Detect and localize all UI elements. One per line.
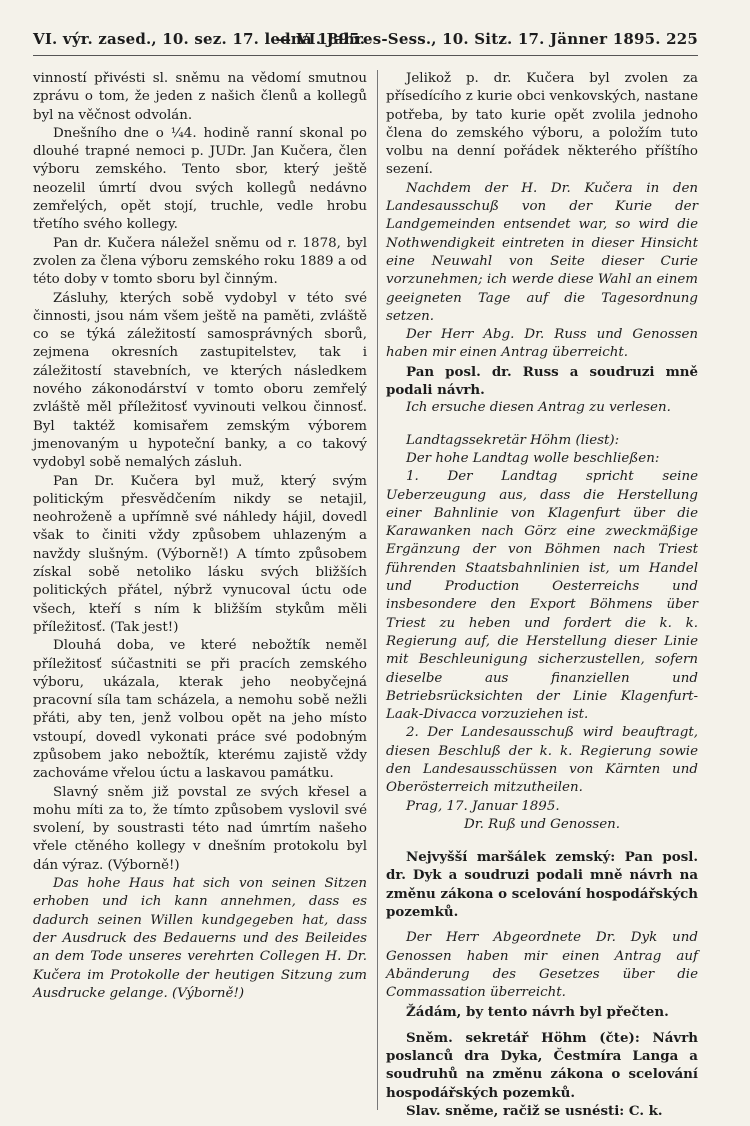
paragraph-german: Der Herr Abg. Dr. Russ und Genossen haben mir einen Antrag überreicht. [386, 327, 698, 361]
paragraph-german: Das hohe Haus hat sich von seinen Sitzen erhoben und ich kann annehmen, dass es dadurch seinen Willen kundgegeben hat, dass der Ausdruck des Bedauerns und des Beileides an dem Tode unseres verehrten Collegen H. Dr. Kučera im Protokolle der heutigen Sitzung zum Ausdrucke gelange. (Výborně!) [33, 876, 367, 1001]
signature-line: Dr. Ruß und Genossen. [463, 816, 621, 832]
motion-point-2: 2. Der Landesausschuß wird beauftragt, diesen Beschluß der k. k. Regierung sowie den Landesausschüssen von Kärnten und Oberösterreich mitzutheilen. [386, 725, 698, 796]
date-line: Prag, 17. Januar 1895. [406, 798, 560, 814]
paragraph: Pan Dr. Kučera byl muž, který svým politickým přesvědčením nikdy se netajil, neohroženě a upřímně své náhledy hájil, dovedl však to činiti vždy způsobem uhlazeným a navždy slušným. (Výborně!) A tímto způsobem získal sobě netoliko lásku svých bližších politických přátel, nýbrž vynucoval úctu ode všech, kteří s ním k bližším stykům měli příležitosť. (Tak jest!) [33, 473, 367, 635]
spacer [386, 921, 698, 929]
paragraph: Zásluhy, kterých sobě vydobyl v této své činnosti, jsou nám všem ještě na paměti, zvláště co se týká záležitostí samosprávných sborů, zejmena okresních zastupitelstev, tak i záležitostí stavebních, ve kterých následkem nového zákonodárství v tomto oboru zemřelý zvláště měl příležitosť vyvinouti velkou činnosť. Byl taktéž komisařem zemským výborem jmenovaným u hypoteční banky, a co takový vydobyl sobě nemalých zásluh. [33, 290, 367, 471]
paragraph: Dnešního dne o ¼4. hodině ranní skonal po dlouhé trapné nemoci p. JUDr. Jan Kučera, člen výboru zemského. Tento sbor, který ještě neozelil úmrtí dvou svých kollegů nedávno zemřelých, opět stojí, truchle, vedle hrobu třetího svého kollegy. [33, 125, 367, 233]
paragraph-german: Nachdem der H. Dr. Kučera in den Landesausschuß von der Kurie der Landgemeinden entsendet war, so wird die Nothwendigkeit eintreten in dieser Hinsicht eine Neuwahl von Seite dieser Curie vorzunehmen; ich werde diese Wahl an einem geeigneten Tage auf die Tagesordnung setzen. [386, 180, 698, 324]
header-czech: VI. výr. zased., 10. sez. 17. ledna 1895. [33, 30, 366, 48]
motion-point-1: 1. Der Landtag spricht seine Ueberzeugung aus, dass die Herstellung einer Bahnlinie von Klagenfurt über die Karawanken nach Görz eine zweckmäßige Ergänzung der von Böhmen nach Triest führenden Staatsbahnlinien ist, um Handel und Production Oesterreichs und insbesondere den Export Böhmens über Triest zu heben und fordert die k. k. Regierung auf, die Herstellung dieser Linie mit Beschleunigung sicherzustellen, sofern dieselbe aus finanziellen und Betriebsrücksichten der Linie Klagenfurt-Laak-Divacca vorzuziehen ist. [386, 469, 698, 723]
spacer [386, 1021, 698, 1029]
paragraph: Pan posl. dr. Russ a soudruzi mně podali návrh. [386, 363, 698, 399]
paragraph: Dlouhá doba, ve které nebožtík neměl příležitosť súčastniti se při pracích zemského výboru, ukázala, kterak jeho neobyčejná pracovní síla tam scházela, a nemohu sobě nežli přáti, aby ten, jenž volbou opět na jeho místo vstoupí, dovedl vykonati práce své podobným způsobem jako nebožtík, kterému zajistě vždy zachováme vřelou úctu a laskavou památku. [33, 638, 367, 782]
paragraph: vinností přivésti sl. sněmu na vědomí smutnou zprávu o tom, že jeden z našich členů a kollegů byl na věčnost odvolán. [33, 71, 367, 123]
paragraph: Slavný sněm již povstal ze svých křesel a mohu míti za to, že tímto způsobem vyslovil své svolení, by soustrasti této nad úmrtím našeho vřele ctěného kollegy v dnešním protokolu byl dán výraz. (Výborně!) [33, 784, 367, 873]
paragraph-german: Ich ersuche diesen Antrag zu verlesen. [406, 400, 671, 416]
paragraph: Sněm. sekretář Höhm (čte): Návrh poslanců dra Dyka, Čestmíra Langa a soudruhů na změnu zákona o scelování hospodářských pozemků. [386, 1029, 698, 1101]
paragraph: Nejvyšší maršálek zemský: Pan posl. dr. Dyk a soudruzi podali mně návrh na změnu zákona o scelování hospodářských pozemků. [386, 849, 698, 921]
column-divider [377, 70, 378, 1110]
paragraph-german: Der Herr Abgeordnete Dr. Dyk und Genossen haben mir einen Antrag auf Abänderung des Gesetzes über die Commassation überreicht. [386, 930, 698, 1001]
spacer [386, 834, 698, 848]
paragraph: Slav. sněme, račiž se usnésti: C. k. [406, 1103, 663, 1120]
paragraph: Pan dr. Kučera náležel sněmu od r. 1878, byl zvolen za člena výboru zemského roku 1889 a od této doby v tomto sboru byl činným. [33, 235, 367, 288]
header-rule [33, 55, 698, 56]
speaker-line: Landtagssekretär Höhm (liest): [406, 432, 620, 448]
page-header [33, 30, 698, 50]
right-column [386, 70, 698, 1120]
header-german: — VI. Jahres-Sess., 10. Sitz. 17. Jänner 1895. 225 [276, 30, 698, 48]
left-column [33, 70, 367, 1003]
spacer [386, 418, 698, 432]
paragraph: Žádám, by tento návrh byl přečten. [406, 1003, 669, 1020]
paragraph: Jelikož p. dr. Kučera byl zvolen za přísedícího z kurie obci venkovských, nastane potřeba, by tato kurie opět zvolila jednoho člena do zemského výboru, a položím tuto volbu na denní pořádek některého příštího sezení. [386, 71, 698, 178]
paragraph-german: Der hohe Landtag wolle beschließen: [406, 450, 660, 466]
